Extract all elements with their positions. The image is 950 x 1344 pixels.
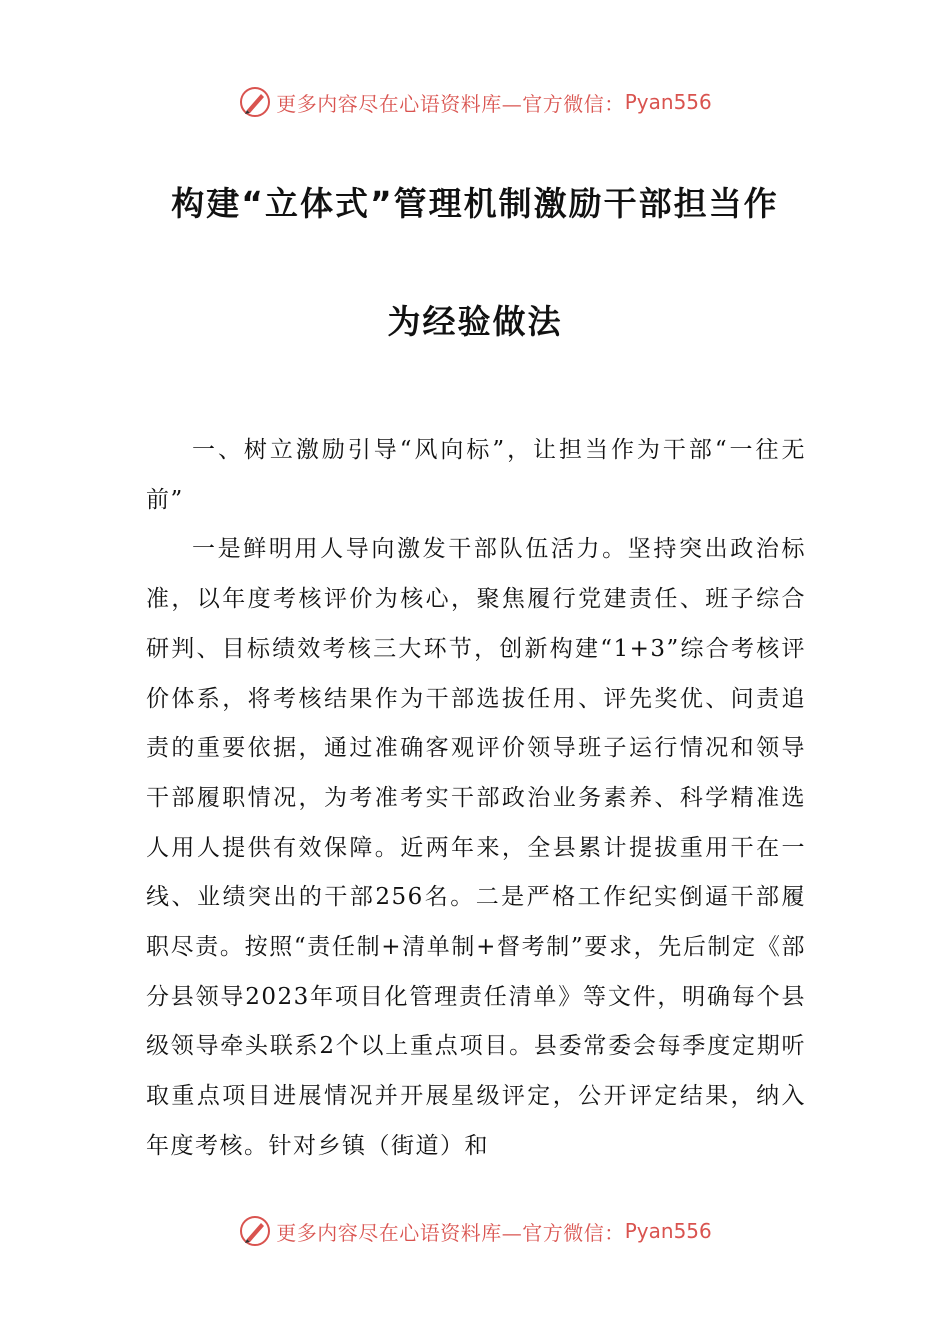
pen-logo-icon	[238, 1214, 272, 1248]
document-title-line1: 构建“立体式”管理机制激励干部担当作	[171, 184, 779, 223]
watermark-text: 更多内容尽在心语资料库—官方微信：	[276, 1220, 625, 1245]
watermark-text: 更多内容尽在心语资料库—官方微信：	[276, 91, 625, 116]
body-paragraph: 一是鲜明用人导向激发干部队伍活力。坚持突出政治标准，以年度考核评价为核心，聚焦履行党建责任、班子综合研判、目标绩效考核三大环节，创新构建“1+3”综合考核评价体系，将考核结果作为干部选拔任用、评先奖优、问责追责的重要依据，通过准确客观评价领导班子运行情况和领导干部履职情况，为考准考实干部政治业务素养、科学精准选人用人提供有效保障。近两年来，全县累计提拔重用干在一线、业绩突出的干部256名。二是严格工作纪实倒逼干部履职尽责。按照“责任制+清单制+督考制”要求，先后制定《部分县领导2023年项目化管理责任清单》等文件，明确每个县级领导牵头联系2个以上重点项目。县委常委会每季度定期听取重点项目进展情况并开展星级评定，公开评定结果，纳入年度考核。针对乡镇（街道）和	[146, 536, 806, 1159]
footer-watermark	[0, 1211, 950, 1251]
pen-logo-icon	[238, 85, 272, 119]
document-body	[146, 426, 806, 1172]
header-watermark	[0, 82, 950, 122]
section-heading: 一、树立激励引导“风向标”，让担当作为干部“一往无前”	[146, 437, 806, 513]
document-title-line2: 为经验做法	[387, 302, 563, 341]
watermark-account: Pyan556	[624, 1219, 712, 1243]
watermark-account: Pyan556	[624, 90, 712, 114]
